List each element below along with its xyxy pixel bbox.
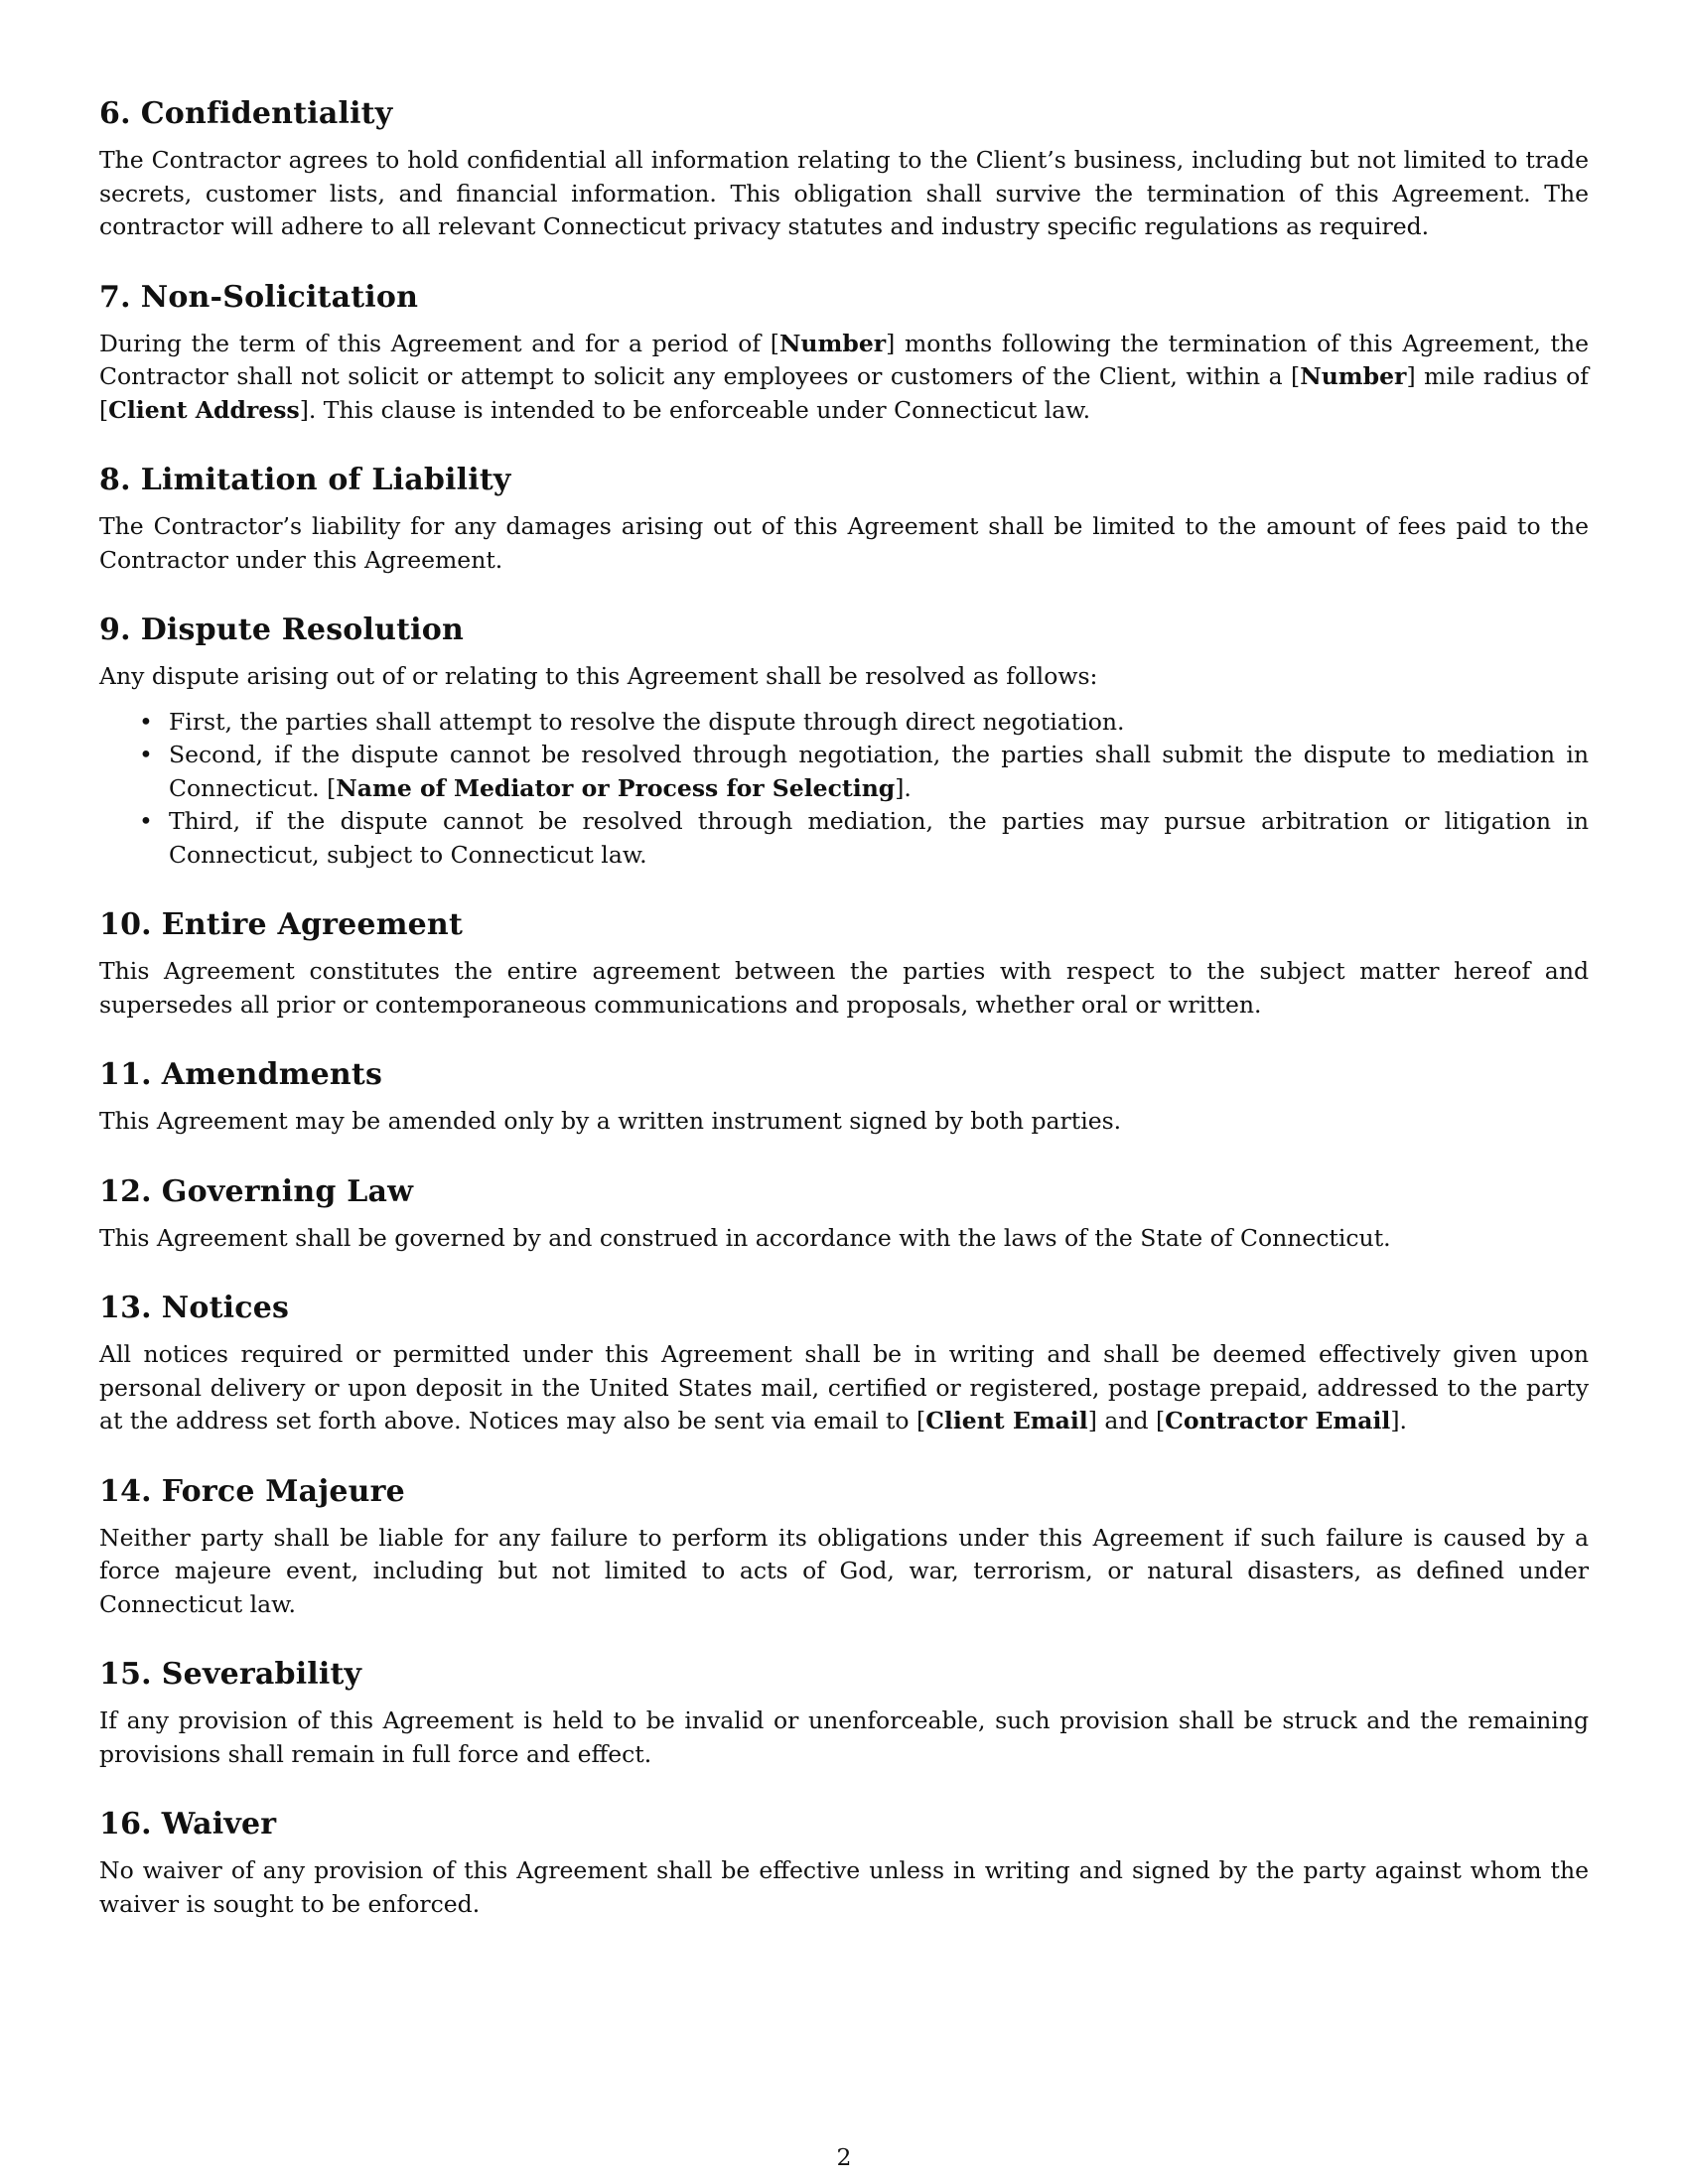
section-title: Waiver [161, 1807, 277, 1842]
section-paragraph [99, 1338, 1589, 1438]
text-run: During the term of this Agreement and for a period of [ [99, 329, 779, 357]
section-number: 7. [99, 279, 131, 315]
section-paragraph: The Contractor’s liability for any damages arising out of this Agreement shall be limited to the amount of fees paid to the Contractor under this Agreement. [99, 512, 1589, 574]
section-paragraph: This Agreement may be amended only by a written instrument signed by both parties. [99, 1107, 1122, 1135]
section-heading [99, 1472, 1589, 1512]
section-number: 8. [99, 463, 131, 497]
text-run: ]. [1390, 1407, 1407, 1434]
section-number: 13. [99, 1291, 152, 1325]
section-heading [99, 461, 1589, 500]
section-paragraph: If any provision of this Agreement is held to be invalid or unenforceable, such provision shall be struck and the remaining provisions shall remain in full force and effect. [99, 1706, 1589, 1768]
list-item-text: Second, if the dispute cannot be resolved through negotiation, the parties shall submit the dispute to mediation in Connecticut. [ [169, 741, 1589, 802]
section-number: 16. [99, 1807, 152, 1842]
section-entire-agreement [99, 905, 1589, 1022]
section-paragraph [99, 328, 1589, 428]
section-heading [99, 1805, 1589, 1844]
text-run: All notices required or permitted under this Agreement shall be in writing and shall be deemed effectively given upon personal delivery or upon deposit in the United States mail, certified or registered, postage prepaid, addressed to the party at the address set forth above. Notices may also be sent via email to [ [99, 1340, 1589, 1434]
section-paragraph: This Agreement shall be governed by and construed in accordance with the laws of the State of Connecticut. [99, 1223, 1391, 1252]
section-number: 9. [99, 613, 131, 647]
section-heading [99, 611, 1589, 650]
section-heading [99, 1172, 1589, 1212]
text-run: ] months following the termination of this Agreement, the Contractor shall not solicit or attempt to solicit any employees or customers of the Client, within a [ [99, 329, 1589, 390]
list-item [99, 805, 1589, 872]
section-title: Limitation of Liability [140, 463, 511, 497]
section-heading [99, 1055, 1589, 1095]
section-title: Non-Solicitation [140, 279, 419, 315]
placeholder-client-email: Client Email [925, 1407, 1088, 1434]
list-item-text: ]. [895, 773, 912, 802]
text-run: ] mile radius of [ [99, 362, 1589, 424]
section-number: 11. [99, 1057, 152, 1092]
section-heading [99, 1289, 1589, 1328]
document-page [99, 94, 1589, 1955]
section-title: Force Majeure [161, 1473, 405, 1509]
section-dispute-resolution [99, 611, 1589, 872]
bullet-list [99, 706, 1589, 873]
section-title: Amendments [161, 1057, 383, 1092]
bullet-icon: • [139, 707, 153, 736]
placeholder-number: Number [778, 329, 887, 357]
section-paragraph: This Agreement constitutes the entire agreement between the parties with respect to the subject matter hereof and supersedes all prior or contemporaneous communications and proposals, whether oral or written. [99, 957, 1589, 1019]
placeholder-client-address: Client Address [108, 395, 300, 424]
list-item [99, 706, 1589, 740]
list-item-text: Third, if the dispute cannot be resolved through mediation, the parties may pursue arbitration or litigation in Connecticut, subject to Connecticut law. [169, 807, 1589, 869]
page-number: 2 [836, 2143, 852, 2171]
section-intro: Any dispute arising out of or relating to this Agreement shall be resolved as follows: [99, 662, 1098, 690]
section-force-majeure [99, 1472, 1589, 1622]
section-limitation-of-liability [99, 461, 1589, 577]
section-title: Entire Agreement [161, 907, 463, 942]
section-title: Notices [161, 1291, 290, 1325]
section-number: 10. [99, 907, 152, 942]
section-number: 14. [99, 1473, 152, 1509]
section-notices [99, 1289, 1589, 1438]
bullet-icon: • [139, 741, 153, 768]
placeholder-contractor-email: Contractor Email [1165, 1407, 1391, 1434]
section-title: Dispute Resolution [140, 613, 464, 647]
text-run: ] and [ [1087, 1407, 1166, 1434]
section-confidentiality [99, 94, 1589, 244]
section-heading [99, 905, 1589, 945]
section-title: Severability [161, 1657, 362, 1692]
text-run: ]. This clause is intended to be enforceable under Connecticut law. [299, 395, 1091, 424]
bullet-icon: • [139, 807, 153, 835]
section-heading [99, 278, 1589, 318]
section-non-solicitation [99, 278, 1589, 428]
section-waiver [99, 1805, 1589, 1921]
section-amendments [99, 1055, 1589, 1139]
section-paragraph: Neither party shall be liable for any failure to perform its obligations under this Agreement if such failure is caused by a force majeure event, including but not limited to acts of God, war, terrorism, or natural disasters, as defined under Connecticut law. [99, 1523, 1589, 1618]
section-title: Governing Law [161, 1173, 414, 1209]
section-heading [99, 1655, 1589, 1695]
section-number: 12. [99, 1173, 152, 1209]
section-number: 15. [99, 1657, 152, 1692]
section-paragraph: No waiver of any provision of this Agreement shall be effective unless in writing and signed by the party against whom the waiver is sought to be enforced. [99, 1856, 1589, 1918]
placeholder-mediator: Name of Mediator or Process for Selecting [336, 773, 896, 802]
section-number: 6. [99, 96, 131, 131]
placeholder-number: Number [1300, 362, 1407, 390]
section-heading [99, 94, 1589, 134]
list-item-text: First, the parties shall attempt to resolve the dispute through direct negotiation. [169, 707, 1125, 736]
section-paragraph: The Contractor agrees to hold confidential all information relating to the Client’s business, including but not limited to trade secrets, customer lists, and financial information. This obligation shall survive the termination of this Agreement. The contractor will adhere to all relevant Connecticut privacy statutes and industry specific regulations as required. [99, 146, 1589, 240]
list-item [99, 739, 1589, 805]
section-governing-law [99, 1172, 1589, 1256]
section-title: Confidentiality [140, 96, 393, 131]
section-severability [99, 1655, 1589, 1771]
